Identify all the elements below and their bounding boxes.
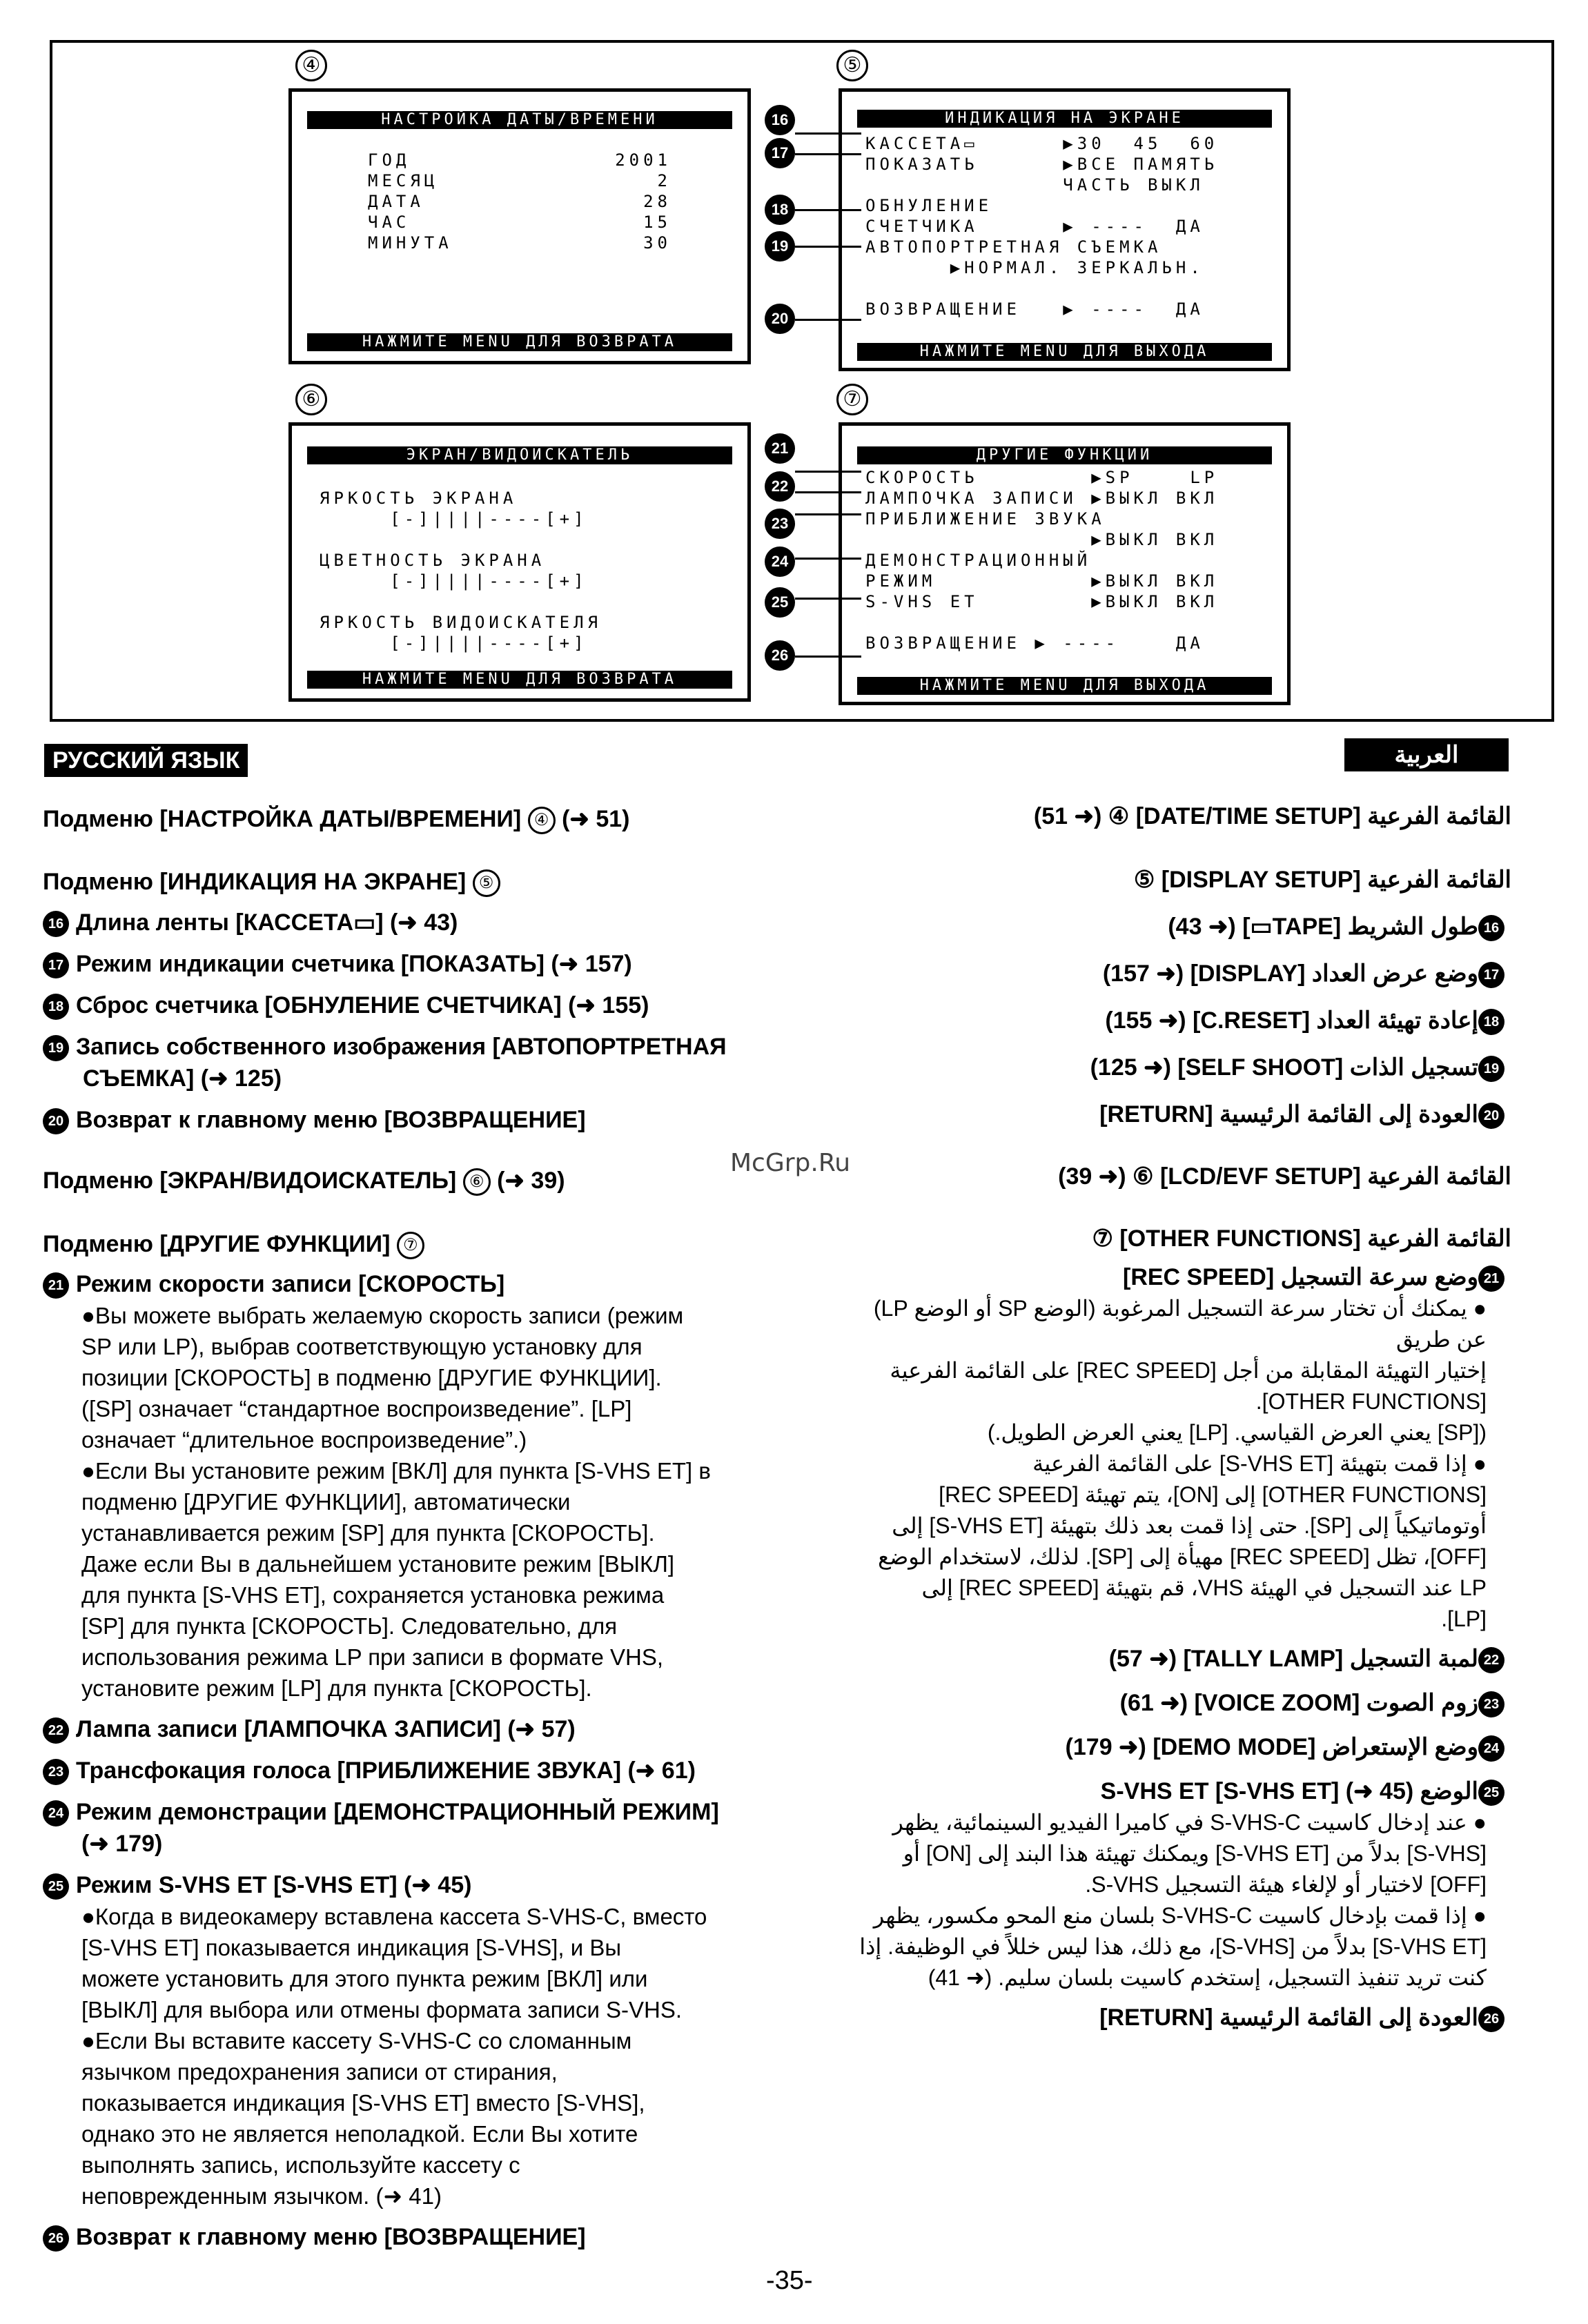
ru-sub7-num: ⑦: [397, 1232, 424, 1259]
ru-sub4-num: ④: [528, 807, 556, 834]
num-21: 21: [1478, 1266, 1504, 1292]
ru-item-16: [43, 907, 727, 948]
ru-item-23: [43, 1755, 823, 1786]
num-17: 17: [43, 952, 69, 978]
screen-other-functions: [839, 422, 1291, 705]
screen-line: РЕЖИМ ▶ВЫКЛ ВКЛ: [865, 571, 1219, 591]
ru-item-20-text: Возврат к главному меню [ВОЗВРАЩЕНИЕ]: [76, 1107, 586, 1133]
date-row: [368, 212, 672, 233]
marker-21: 21: [765, 433, 795, 464]
screen-line: [320, 591, 602, 612]
screen-title: НАСТРОЙКА ДАТЫ/ВРЕМЕНИ: [307, 111, 732, 129]
screen-line: [865, 278, 1218, 299]
num-19: 19: [1478, 1056, 1504, 1082]
screen-display-setup: [839, 88, 1291, 371]
num-20: 20: [43, 1108, 69, 1134]
date-row-value: 30: [643, 233, 672, 253]
screen-line: СКОРОСТЬ ▶SP LP: [865, 468, 1219, 487]
ru-sub6-ref: (➜ 39): [497, 1168, 565, 1194]
leader-20: [795, 319, 861, 321]
screen-line: СЧЕТЧИКА ▶ ---- ДА: [865, 217, 1204, 236]
watermark: McGrp.Ru: [730, 1149, 851, 1177]
ru-submenu-display: [43, 866, 500, 898]
ar-item-26: [849, 2002, 1511, 2034]
date-row-label: МЕСЯЦ: [368, 171, 439, 190]
ar-submenu-display: القائمة الفرعية [DISPLAY SETUP] ⑤: [1133, 867, 1511, 893]
ru-sub6-num: ⑥: [463, 1168, 491, 1196]
num-22: 22: [1478, 1647, 1504, 1673]
screen-line: ДЕМОНСТРАЦИОННЫЙ: [865, 551, 1092, 570]
num-22: 22: [43, 1717, 69, 1744]
screen-line: ▶НОРМАЛ. ЗЕРКАЛЬН.: [865, 258, 1204, 277]
marker-19: 19: [765, 231, 795, 262]
russian-section-header: РУССКИЙ ЯЗЫК: [44, 744, 248, 777]
screen-footer: НАЖМИТЕ MENU ДЛЯ ВЫХОДА: [857, 677, 1272, 695]
ru-item-21-bullet-1: ●Вы можете выбрать желаемую скорость записи (режим SP или LP), выбрав соответствующую установку для позиции [СКОРОСТЬ] в подменю [ДРУГИЕ ФУНКЦИИ]. ([SP] означает “стандартное воспроизведение”. [LP] означает “длительное воспроизведение”.): [81, 1303, 684, 1452]
num-26: 26: [43, 2225, 69, 2252]
num-18: 18: [1478, 1009, 1504, 1035]
ar-item-17-text: وضع عرض العداد [DISPLAY] (➜ 157): [1102, 961, 1478, 987]
ar-item-26-text: العودة إلى القائمة الرئيسية [RETURN]: [1099, 2005, 1478, 2031]
num-16: 16: [1478, 915, 1504, 941]
screen-footer: НАЖМИТЕ MENU ДЛЯ ВОЗВРАТА: [307, 333, 732, 351]
screen-line: ЦВЕТНОСТЬ ЭКРАНА: [320, 551, 546, 570]
screen-line: АВТОПОРТРЕТНАЯ СЪЕМКА: [865, 237, 1162, 257]
date-row-value: 28: [643, 192, 672, 211]
ar-item-20: [849, 1099, 1511, 1130]
ru-submenu-lcd-evf: [43, 1165, 565, 1197]
ar-item-16-text: طول الشريط [TAPE▭] (➜ 43): [1168, 914, 1478, 940]
num-19: 19: [43, 1035, 69, 1061]
ru-display-items: [43, 907, 727, 1145]
marker-22: 22: [765, 471, 795, 502]
date-row: [368, 233, 672, 253]
date-row: [368, 191, 672, 212]
ar-item-21: [849, 1261, 1511, 1293]
num-18: 18: [43, 994, 69, 1020]
num-23: 23: [1478, 1691, 1504, 1717]
menu-diagram: [50, 40, 1554, 722]
screen-line: ВОЗВРАЩЕНИЕ ▶ ---- ДА: [865, 299, 1204, 319]
screen-5-lines: [865, 133, 1218, 319]
ru-sub7-text: Подменю [ДРУГИЕ ФУНКЦИИ]: [43, 1231, 391, 1257]
date-row-label: МИНУТА: [368, 233, 453, 253]
ar-item-18: [849, 1005, 1511, 1036]
screen-line: ПРИБЛИЖЕНИЕ ЗВУКА: [865, 509, 1106, 529]
ar-item-24: [849, 1731, 1511, 1763]
leader-17: [795, 153, 861, 155]
date-row-value: 2: [657, 171, 672, 190]
ru-item-21-bullet-2: ●Если Вы установите режим [ВКЛ] для пункта [S-VHS ET] в подменю [ДРУГИЕ ФУНКЦИИ], автоматически устанавливается режим [SP] для пункта [СКОРОСТЬ]. Даже если Вы в дальнейшем установите режим [ВЫКЛ] для пункта [S-VHS ET], сохраняется установка режима [SP] для пункта [СКОРОСТЬ]. Следовательно, для использования режима LP при записи в формате VHS, установите режим [LP] для пункта [СКОРОСТЬ].: [81, 1458, 711, 1701]
ru-sub4-text: Подменю [НАСТРОЙКА ДАТЫ/ВРЕМЕНИ]: [43, 806, 522, 832]
num-21: 21: [43, 1272, 69, 1299]
screen-4-number: ④: [295, 50, 327, 81]
ru-other-items: [43, 1268, 823, 2253]
ru-item-20: [43, 1104, 727, 1145]
ru-item-18-text: Сброс счетчика [ОБНУЛЕНИЕ СЧЕТЧИКА] (➜ 155): [76, 992, 649, 1018]
leader-23: [795, 513, 861, 515]
ar-item-23: [849, 1687, 1511, 1719]
date-row-value: 2001: [615, 150, 672, 170]
ru-item-24-ref: (➜ 179): [81, 1831, 163, 1857]
num-25: 25: [1478, 1780, 1504, 1806]
screen-line: ЛАМПОЧКА ЗАПИСИ ▶ВЫКЛ ВКЛ: [865, 489, 1219, 508]
ru-item-21: [43, 1268, 823, 1300]
ru-sub4-ref: (➜ 51): [562, 806, 630, 832]
leader-24: [795, 558, 861, 560]
screen-6-number: ⑥: [295, 384, 327, 415]
ar-item-19-text: تسجيل الذات [SELF SHOOT] (➜ 125): [1090, 1054, 1478, 1081]
screen-line: [-]||||----[+]: [320, 509, 588, 529]
ar-item-21-bullet-2: ● إذا قمت بتهيئة [S-VHS ET] على القائمة الفرعية [OTHER FUNCTIONS] إلى [ON]، يتم تهيئة [REC SPEED] أوتوماتيكياً إلى [SP]. حتى إذا قمت بعد ذلك بتهيئة [S-VHS ET] إلى [OFF]، تظل [REC SPEED] مهيأة إلى [SP]. لذلك، لاستخدام الوضع LP عند التسجيل في الهيئة VHS، قم بتهيئة [REC SPEED] إلى [LP].: [878, 1451, 1487, 1631]
date-row-label: ЧАС: [368, 213, 411, 232]
num-23: 23: [43, 1759, 69, 1785]
ar-item-25-bullet-2: ● إذا قمت بإدخال كاسيت S-VHS-C بلسان منع المحو مكسور، يظهر [S-VHS ET] بدلاً من [S-VHS]، مع ذلك، هذا ليس خللاً في الوظيفة. إذا كنت تريد تنفيذ التسجيل، إستخدم كاسيت بلسان سليم. (➜ 41): [859, 1903, 1487, 1990]
marker-23: 23: [765, 509, 795, 539]
ar-item-25: [849, 1775, 1511, 1807]
num-24: 24: [1478, 1735, 1504, 1762]
screen-line: КАССЕТА▭ ▶30 45 60: [865, 134, 1219, 153]
leader-26: [795, 656, 861, 658]
date-row: [368, 150, 672, 170]
screen-7-number: ⑦: [836, 384, 868, 415]
ar-item-25-text: الوضع S-VHS ET [S-VHS ET] (➜ 45): [1100, 1778, 1478, 1804]
ru-sub5-text: Подменю [ИНДИКАЦИЯ НА ЭКРАНЕ]: [43, 869, 467, 895]
num-20: 20: [1478, 1103, 1504, 1129]
ar-item-21-text: وضع سرعة التسجيل [REC SPEED]: [1123, 1264, 1478, 1290]
ar-item-22-text: لمبة التسجيل [TALLY LAMP] (➜ 57): [1108, 1646, 1478, 1672]
ru-item-22: [43, 1713, 823, 1745]
ar-item-21-bullet-1: ● يمكنك أن تختار سرعة التسجيل المرغوبة (الوضع SP أو الوضع LP) عن طريق إختيار التهيئة المقابلة من أجل [REC SPEED] على القائمة الفرعية [OTHER FUNCTIONS]. ([SP] يعني العرض القياسي. [LP] يعني العرض الطويل.): [873, 1296, 1487, 1445]
date-row-label: ГОД: [368, 150, 411, 170]
screen-line: ВОЗВРАЩЕНИЕ ▶ ---- ДА: [865, 633, 1204, 653]
ru-item-24: [43, 1796, 823, 1828]
ru-item-24-text: Режим демонстрации [ДЕМОНСТРАЦИОННЫЙ РЕЖИМ]: [76, 1799, 719, 1825]
screen-7-lines: [865, 467, 1218, 653]
ru-item-26: [43, 2221, 823, 2253]
ru-sub5-num: ⑤: [473, 869, 500, 897]
ru-item-23-text: Трансфокация голоса [ПРИБЛИЖЕНИЕ ЗВУКА] (➜ 61): [76, 1757, 696, 1784]
marker-20: 20: [765, 304, 795, 334]
ru-item-21-text: Режим скорости записи [СКОРОСТЬ]: [76, 1271, 505, 1297]
ru-item-19: [43, 1031, 727, 1063]
screen-5-number: ⑤: [836, 50, 868, 81]
ar-submenu-other: القائمة الفرعية [OTHER FUNCTIONS] ⑦: [1092, 1225, 1511, 1252]
ar-submenu-date-time: القائمة الفرعية [DATE/TIME SETUP] ④ (➜ 51): [1033, 803, 1511, 829]
leader-16: [795, 132, 861, 135]
ru-item-19-text: Запись собственного изображения [АВТОПОРТРЕТНАЯ: [76, 1034, 727, 1060]
screen-line: [-]||||----[+]: [320, 633, 588, 653]
ru-item-26-text: Возврат к главному меню [ВОЗВРАЩЕНИЕ]: [76, 2224, 586, 2250]
leader-18: [795, 209, 861, 211]
ru-item-17: [43, 948, 727, 989]
marker-17: 17: [765, 138, 795, 168]
ru-item-18: [43, 989, 727, 1031]
screen-line: ЧАСТЬ ВЫКЛ: [865, 175, 1204, 195]
screen-6-lines: [320, 488, 602, 653]
date-row-value: 15: [643, 213, 672, 232]
screen-title: ДРУГИЕ ФУНКЦИИ: [857, 446, 1272, 464]
arabic-section-header: العربية: [1344, 738, 1509, 771]
screen-lcd-evf-setup: [288, 422, 751, 702]
page-number: -35-: [766, 2266, 813, 2295]
ar-item-20-text: العودة إلى القائمة الرئيسية [RETURN]: [1099, 1101, 1478, 1127]
ru-item-25-bullet-1: ●Когда в видеокамеру вставлена кассета S-VHS-C, вместо [S-VHS ET] показывается индикация [S-VHS], и Вы можете установить для этого пункта режим [ВКЛ] или [ВЫКЛ] для выбора или отмены формата записи S-VHS.: [81, 1904, 707, 2022]
ar-item-18-text: إعادة تهيئة العداد [C.RESET] (➜ 155): [1105, 1007, 1478, 1034]
num-24: 24: [43, 1800, 69, 1826]
screen-title: ИНДИКАЦИЯ НА ЭКРАНЕ: [857, 110, 1272, 128]
date-row-label: ДАТА: [368, 192, 424, 211]
screen-line: ЯРКОСТЬ ЭКРАНА: [320, 489, 518, 508]
ru-sub6-text: Подменю [ЭКРАН/ВИДОИСКАТЕЛЬ]: [43, 1168, 457, 1194]
ru-item-25-bullet-2: ●Если Вы вставите кассету S-VHS-C со сломанным язычком предохранения записи от стирания, показывается индикация [S-VHS ET] вместо [S-VHS], однако это не является неполадкой. Если Вы хотите выполнять запись, используйте кассету с неповрежденным язычком. (➜ 41): [81, 2028, 645, 2209]
marker-25: 25: [765, 587, 795, 618]
screen-date-time-setup: [288, 88, 751, 364]
screen-line: ЯРКОСТЬ ВИДОИСКАТЕЛЯ: [320, 613, 602, 632]
ar-item-24-text: وضع الإستعراض [DEMO MODE] (➜ 179): [1065, 1734, 1478, 1760]
screen-line: ОБНУЛЕНИЕ: [865, 196, 993, 215]
num-25: 25: [43, 1873, 69, 1900]
num-16: 16: [43, 911, 69, 937]
ar-item-16: [849, 911, 1511, 943]
marker-26: 26: [765, 640, 795, 671]
ru-item-16-text: Длина ленты [КАССЕТА▭] (➜ 43): [76, 909, 458, 936]
ar-item-22: [849, 1643, 1511, 1675]
ar-item-23-text: زوم الصوت [VOICE ZOOM] (➜ 61): [1119, 1690, 1478, 1716]
ru-item-17-text: Режим индикации счетчика [ПОКАЗАТЬ] (➜ 157): [76, 951, 632, 977]
ru-submenu-other: [43, 1228, 424, 1260]
screen-line: [-]||||----[+]: [320, 571, 588, 591]
date-row: [368, 170, 672, 191]
ru-item-19-cont: СЪЕМКА] (➜ 125): [83, 1065, 282, 1092]
leader-22: [795, 491, 861, 493]
screen-line: [320, 529, 602, 550]
ar-item-25-bullet-1: ● عند إدخال كاسيت S-VHS-C في كاميرا الفيديو السينمائية، يظهر [S-VHS] بدلاً من [S-VHS ET] ويمكنك تهيئة هذا البند إلى [ON] أو [OFF] لاختيار أو لإلغاء هيئة التسجيل S-VHS.: [892, 1810, 1487, 1897]
ar-item-17: [849, 958, 1511, 989]
ar-submenu-lcd-evf: القائمة الفرعية [LCD/EVF SETUP] ⑥ (➜ 39): [1058, 1163, 1511, 1190]
screen-footer: НАЖМИТЕ MENU ДЛЯ ВЫХОДА: [857, 343, 1272, 361]
ar-item-19: [849, 1052, 1511, 1083]
screen-line: [865, 612, 1218, 633]
leader-25: [795, 598, 861, 600]
ru-item-25-text: Режим S-VHS ET [S-VHS ET] (➜ 45): [76, 1872, 472, 1898]
marker-16: 16: [765, 105, 795, 135]
screen-line: ▶ВЫКЛ ВКЛ: [865, 530, 1219, 549]
ru-submenu-date-time: [43, 803, 629, 835]
num-17: 17: [1478, 962, 1504, 988]
marker-18: 18: [765, 195, 795, 225]
leader-19: [795, 246, 861, 248]
leader-21: [795, 471, 861, 473]
screen-footer: НАЖМИТЕ MENU ДЛЯ ВОЗВРАТА: [307, 671, 732, 689]
screen-line: S-VHS ET ▶ВЫКЛ ВКЛ: [865, 592, 1219, 611]
ru-item-22-text: Лампа записи [ЛАМПОЧКА ЗАПИСИ] (➜ 57): [76, 1716, 576, 1742]
num-26: 26: [1478, 2006, 1504, 2032]
ar-column: [849, 800, 1511, 2034]
ru-item-25: [43, 1869, 823, 1901]
marker-24: 24: [765, 546, 795, 577]
screen-line: ПОКАЗАТЬ ▶ВСЕ ПАМЯТЬ: [865, 155, 1219, 174]
screen-title: ЭКРАН/ВИДОИСКАТЕЛЬ: [307, 446, 732, 464]
